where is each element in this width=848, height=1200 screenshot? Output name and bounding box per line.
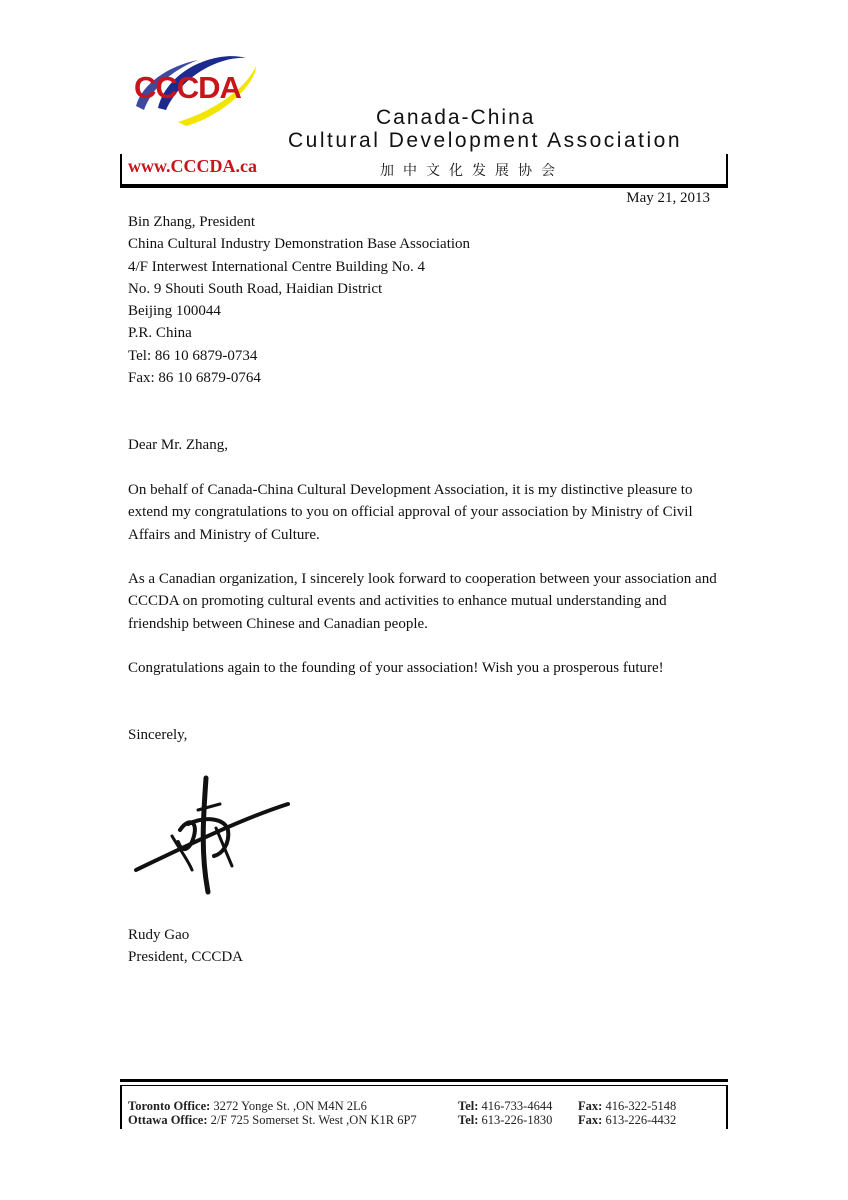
- body-paragraph-2: As a Canadian organization, I sincerely look forward to cooperation between your association and CCCDA on promoting cultural events and activities to enhance mutual understanding and friendship between Chinese and Canadian people.: [128, 571, 717, 632]
- website-link[interactable]: www.CCCDA.ca: [128, 156, 257, 176]
- recipient-fax: Fax: 86 10 6879-0764: [128, 370, 261, 387]
- org-name-line1: Canada-China: [376, 106, 536, 129]
- recipient-city: Beijing 100044: [128, 303, 221, 320]
- header-right-rule: [726, 154, 728, 186]
- org-name-chinese: 加中文化发展协会: [380, 163, 564, 179]
- logo-text: CCCDA: [134, 70, 241, 105]
- toronto-fax: 416-322-5148: [605, 1099, 677, 1113]
- organization-logo: [128, 48, 268, 132]
- recipient-tel: Tel: 86 10 6879-0734: [128, 347, 258, 364]
- closing: Sincerely,: [128, 727, 188, 743]
- recipient-address-block: [128, 211, 470, 389]
- toronto-label: Toronto Office:: [128, 1099, 211, 1113]
- letter-date: May 21, 2013: [626, 190, 710, 206]
- toronto-fax-label: Fax:: [578, 1099, 603, 1113]
- recipient-organization: China Cultural Industry Demonstration Base Association: [128, 236, 471, 253]
- header-left-rule: [120, 154, 122, 186]
- org-name-line2: Cultural Development Association: [288, 129, 682, 152]
- ottawa-fax-label: Fax:: [578, 1113, 603, 1127]
- salutation: Dear Mr. Zhang,: [128, 437, 228, 453]
- ottawa-address: 2/F 725 Somerset St. West ,ON K1R 6P7: [210, 1113, 417, 1127]
- footer-right-rule: [726, 1085, 728, 1129]
- signatory-title: President, CCCDA: [128, 949, 244, 966]
- ottawa-label: Ottawa Office:: [128, 1113, 208, 1127]
- footer-divider-thick: [120, 1079, 728, 1082]
- ottawa-tel: 613-226-1830: [481, 1113, 553, 1127]
- footer-left-rule: [120, 1085, 122, 1129]
- handwritten-signature: [128, 770, 296, 900]
- recipient-address-line2: No. 9 Shouti South Road, Haidian District: [128, 280, 383, 297]
- recipient-name: Bin Zhang, President: [128, 214, 256, 230]
- footer-toronto-office: [128, 1099, 677, 1114]
- recipient-address-line1: 4/F Interwest International Centre Building No. 4: [128, 258, 426, 275]
- ottawa-fax: 613-226-4432: [605, 1113, 677, 1127]
- signature-graphic: [128, 770, 296, 900]
- toronto-address: 3272 Yonge St. ,ON M4N 2L6: [213, 1099, 367, 1113]
- toronto-tel-label: Tel:: [458, 1099, 479, 1113]
- signatory-name: Rudy Gao: [128, 927, 190, 943]
- toronto-tel: 416-733-4644: [481, 1099, 553, 1113]
- body-paragraph-3: Congratulations again to the founding of your association! Wish you a prosperous future!: [128, 660, 664, 676]
- recipient-country: P.R. China: [128, 325, 192, 342]
- footer-divider-thin: [120, 1085, 728, 1086]
- signatory-block: [128, 924, 243, 969]
- footer-ottawa-office: [128, 1113, 677, 1128]
- header-divider: [120, 184, 728, 188]
- body-paragraph-1: On behalf of Canada-China Cultural Development Association, it is my distinctive pleasure to extend my congratulations to you on official approval of your association by Ministry of Civil Affairs and Ministry of Culture.: [128, 482, 693, 543]
- ottawa-tel-label: Tel:: [458, 1113, 479, 1127]
